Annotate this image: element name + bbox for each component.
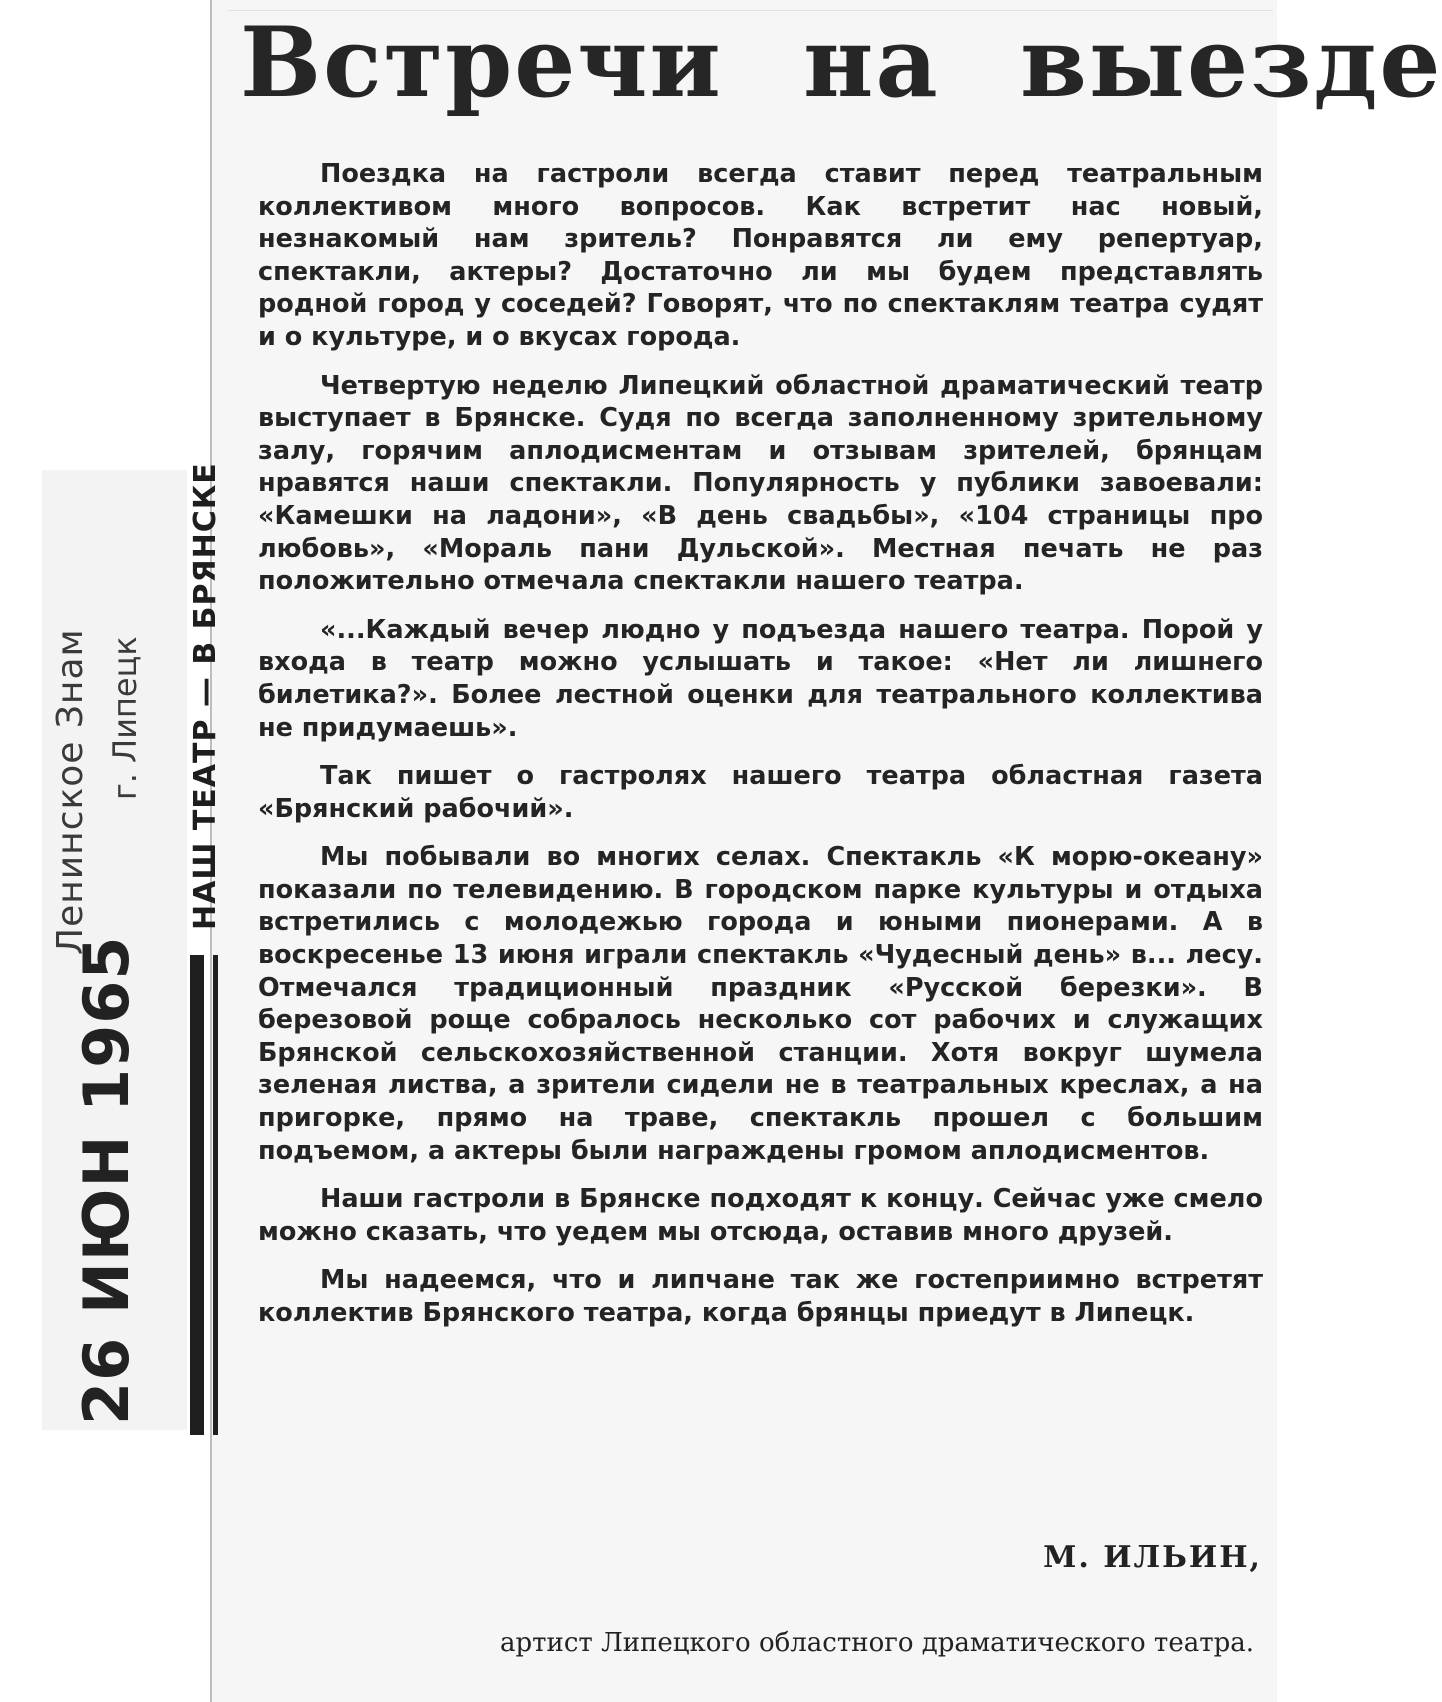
stamp-city: г. Липецк: [106, 636, 144, 800]
stamp-date: 26 ИЮН 1965: [70, 935, 143, 1425]
rubric-rule-thin: [213, 955, 218, 1435]
article-paragraph: Мы надеемся, что и липчане так же гостеприимно встретят коллектив Брянского театра, когда брянцы приедут в Липецк.: [258, 1265, 1263, 1328]
article-body: [258, 158, 1263, 1346]
rubric-label: НАШ ТЕАТР — В БРЯНСКЕ: [188, 462, 223, 930]
article-paragraph: Поездка на гастроли всегда ставит перед театральным коллективом много вопросов. Как встретит нас новый, незнакомый нам зритель? Понравятся ли ему репертуар, спектакли, актеры? Достаточно ли мы будем представлять родной город у соседей? Говорят, что по спектаклям театра судят и о культуре, и о вкусах города.: [258, 159, 1263, 352]
article-paragraph: Мы побывали во многих селах. Спектакль «К морю-океану» показали по телевидению. В городском парке культуры и отдыха встретились с молодежью города и юными пионерами. А в воскресенье 13 июня играли спектакль «Чудесный день» в... лесу. Отмечался традиционный праздник «Русской березки». В березовой роще собралось несколько сот рабочих и служащих Брянской сельскохозяйственной станции. Хотя вокруг шумела зеленая листва, а зрители сидели не в театральных креслах, а на пригорке, прямо на траве, спектакль прошел с большим подъемом, а актеры были награждены громом аплодисментов.: [258, 842, 1263, 1166]
article-paragraph: Так пишет о гастролях нашего театра областная газета «Брянский рабочий».: [258, 761, 1263, 824]
author-role: артист Липецкого областного драматического театра.: [500, 1628, 1254, 1658]
author-signature: М. ИЛЬИН,: [1043, 1540, 1262, 1575]
stamp-newspaper-name: Ленинское Знам: [50, 628, 91, 955]
rubric-rule-thick: [190, 955, 204, 1435]
article-paragraph: «...Каждый вечер людно у подъезда нашего театра. Порой у входа в театр можно услышать и такое: «Нет ли лишнего билетика?». Более лестной оценки для театрального коллектива не придумаешь».: [258, 614, 1263, 743]
article-paragraph: Наши гастроли в Брянске подходят к концу. Сейчас уже смело можно сказать, что уедем мы отсюда, оставив много друзей.: [258, 1184, 1263, 1247]
headline: Встречи на выезде: [240, 6, 1442, 119]
article-paragraph: Четвертую неделю Липецкий областной драматический театр выступает в Брянске. Судя по всегда заполненному зрительному залу, горячим аплодисментам и отзывам зрителей, брянцам нравятся наши спектакли. Популярность у публики завоевали: «Камешки на ладони», «В день свадьбы», «104 страницы про любовь», «Мораль пани Дульской». Местная печать не раз положительно отмечала спектакли нашего театра.: [258, 370, 1263, 597]
